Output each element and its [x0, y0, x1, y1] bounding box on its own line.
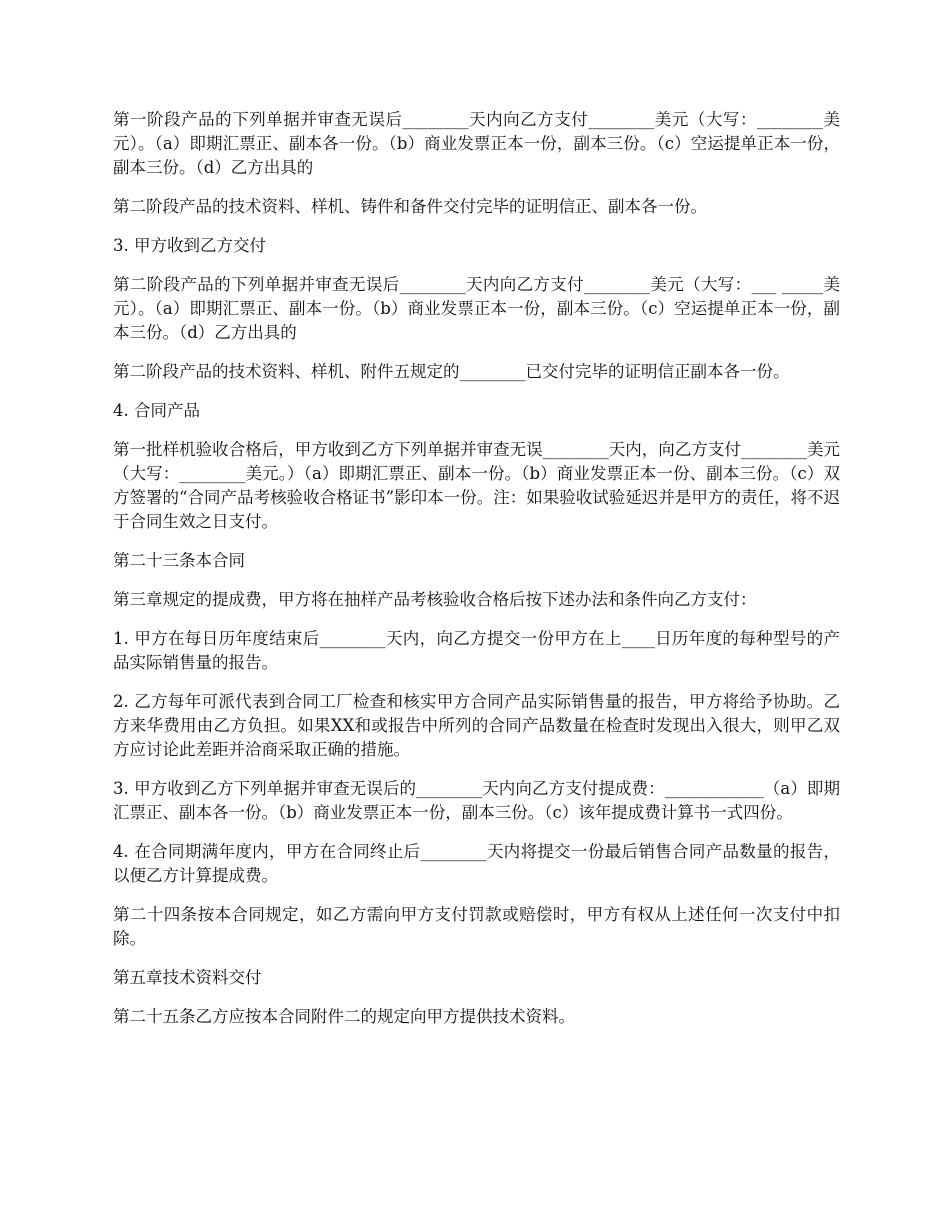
paragraph-royalty-2: 2. 乙方每年可派代表到合同工厂检查和核实甲方合同产品实际销售量的报告，甲方将给予协助。乙方来华费用由乙方负担。如果XX和或报告中所列的合同产品数量在检查时发现出入很大，则甲乙双方应讨论此差距并洽商采取正确的措施。 — [113, 692, 840, 759]
paragraph-chapter-5: 第五章技术资料交付 — [113, 968, 262, 987]
document-body — [113, 108, 840, 1044]
paragraph-stage2-attachment: 第二阶段产品的技术资料、样机、附件五规定的________已交付完毕的证明信正副本各一份。 — [113, 362, 790, 381]
paragraph-article-25: 第二十五条乙方应按本合同附件二的规定向甲方提供技术资料。 — [113, 1007, 575, 1026]
paragraph-stage1-documents: 第一阶段产品的下列单据并审查无误后________天内向乙方支付________美元（大写：________美元）。（a）即期汇票正、副本各一份。（b）商业发票正本一份，副本三份。（c）空运提单正本一份，副本三份。（d）乙方出具的 — [113, 110, 840, 177]
paragraph-royalty-intro: 第三章规定的提成费，甲方将在抽样产品考核验收合格后按下述办法和条件向乙方支付： — [113, 590, 757, 609]
paragraph-royalty-1: 1. 甲方在每日历年度结束后________天内，向乙方提交一份甲方在上____日历年度的每种型号的产品实际销售量的报告。 — [113, 629, 840, 672]
paragraph-heading-4: 4. 合同产品 — [113, 401, 200, 420]
paragraph-stage2-certificate: 第二阶段产品的技术资料、样机、铸件和备件交付完毕的证明信正、副本各一份。 — [113, 197, 707, 216]
paragraph-royalty-3: 3. 甲方收到乙方下列单据并审查无误后的________天内向乙方支付提成费：____________（a）即期汇票正、副本各一份。（b）商业发票正本一份，副本三份。（c）该年提成费计算书一式四份。 — [113, 779, 840, 822]
paragraph-royalty-4: 4. 在合同期满年度内，甲方在合同终止后________天内将提交一份最后销售合同产品数量的报告，以便乙方计算提成费。 — [113, 842, 840, 885]
paragraph-stage2-documents: 第二阶段产品的下列单据并审查无误后________天内向乙方支付________美元（大写：___ _____美元）。（a）即期汇票正、副本一份。（b）商业发票正本一份，副本三份。（c）空运提单正本一份，副本三份。（d）乙方出具的 — [113, 275, 840, 342]
paragraph-article-24: 第二十四条按本合同规定，如乙方需向甲方支付罚款或赔偿时，甲方有权从上述任何一次支付中扣除。 — [113, 905, 840, 948]
paragraph-article-23: 第二十三条本合同 — [113, 551, 245, 570]
paragraph-heading-3: 3. 甲方收到乙方交付 — [113, 236, 266, 255]
paragraph-first-batch: 第一批样机验收合格后，甲方收到乙方下列单据并审查无误________天内，向乙方支付________美元（大写：________美元。）（a）即期汇票正、副本一份。（b）商业发票正本一份、副本三份。（c）双方签署的“合同产品考核验收合格证书”影印本一份。注：如果验收试验延迟并是甲方的责任，将不迟于合同生效之日支付。 — [113, 440, 840, 531]
